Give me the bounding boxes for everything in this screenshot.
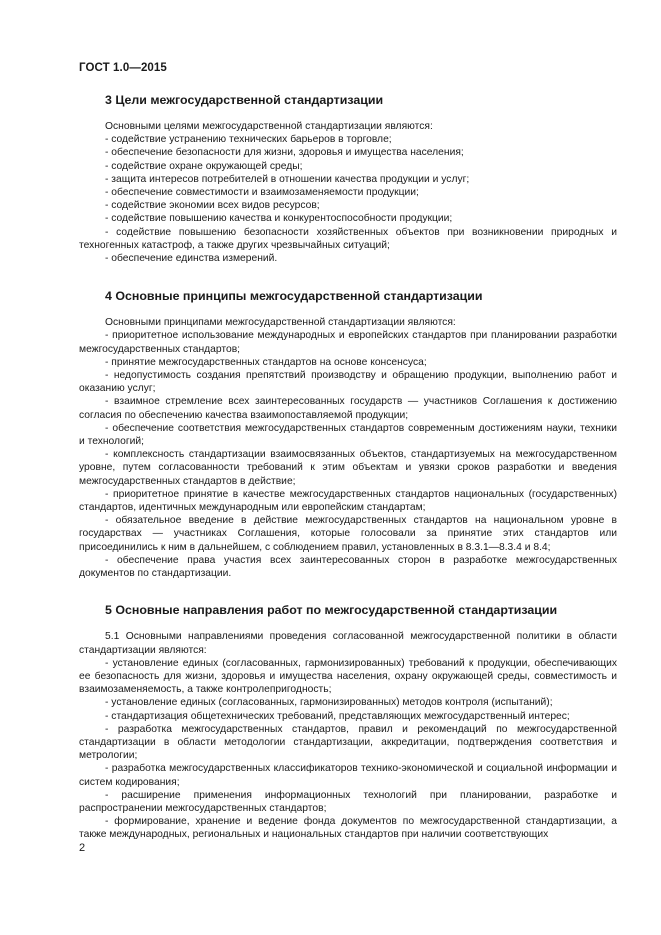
list-item: - приоритетное использование международных и европейских стандартов при планировании разработки межгосударственных стандартов;: [79, 330, 617, 355]
list-item: - обеспечение безопасности для жизни, здоровья и имущества населения;: [105, 147, 464, 159]
section-4-principles: [79, 289, 617, 580]
list-item: - содействие экономии всех видов ресурсов;: [105, 200, 320, 212]
paragraph: Основными принципами межгосударственной стандартизации являются:: [105, 317, 456, 329]
list-item: - обеспечение единства измерений.: [105, 253, 278, 265]
list-item: - взаимное стремление всех заинтересованных государств — участников Соглашения к достижению согласия по обеспечению качества взаимопоставляемой продукции;: [79, 396, 617, 421]
list-item: - разработка межгосударственных стандартов, правил и рекомендаций по межгосударственной стандартизации в области методологии стандартизации, аккредитации, подтверждения соответствия и метрологии;: [79, 723, 617, 762]
list-item: - обязательное введение в действие межгосударственных стандартов на национальном уровне в государствах — участниках Соглашения, которые голосовали за принятие этих стандартов или присоединились к ним в дальнейшем, с соблюдением правил, установленных в 8.3.1—8.3.4 и 8.4;: [79, 515, 617, 553]
document-code: ГОСТ 1.0—2015: [79, 62, 167, 74]
section-title: 5 Основные направления работ по межгосударственной стандартизации: [105, 603, 558, 618]
list-item: - установление единых (согласованных, гармонизированных) требований к продукции, обеспечивающих ее безопасность для жизни, здоровья и имущества населения, охрану окружающей среды, совместимость и взаимозаменяемость, а также контролепригодность;: [79, 657, 617, 696]
document-body: [79, 84, 617, 842]
paragraph: 5.1 Основными направлениями проведения согласованной межгосударственной политики в области стандартизации являются:: [79, 631, 617, 656]
list-item: - содействие повышению качества и конкурентоспособности продукции;: [105, 213, 453, 225]
section-title: 3 Цели межгосударственной стандартизации: [105, 93, 384, 107]
list-item: - расширение применения информационных технологий при планировании, разработке и распространении межгосударственных стандартов;: [79, 789, 617, 814]
page-number: 2: [79, 842, 86, 854]
list-item: - обеспечение совместимости и взаимозаменяемости продукции;: [105, 187, 419, 199]
list-item: - комплексность стандартизации взаимосвязанных объектов, стандартизуемых на межгосударственном уровне, путем согласованности требований к этим объектам и увязки сроков разработки и введения межгосударственных стандартов в действие;: [79, 449, 617, 487]
list-item: - обеспечение права участия всех заинтересованных сторон в разработке межгосударственных документов по стандартизации.: [79, 554, 617, 580]
section-title: 4 Основные принципы межгосударственной стандартизации: [105, 289, 483, 304]
section-3-goals: [79, 93, 617, 265]
list-item: - формирование, хранение и ведение фонда документов по межгосударственной стандартизации, а также международных, региональных и национальных стандартов при наличии соответствующих: [79, 816, 617, 841]
list-item: - стандартизация общетехнических требований, представляющих межгосударственный интерес;: [105, 710, 570, 722]
list-item: - содействие охране окружающей среды;: [105, 160, 303, 172]
list-item: - содействие устранению технических барьеров в торговле;: [105, 134, 392, 146]
list-item: - недопустимость создания препятствий производству и обращению продукции, выполнению работ и оказанию услуг;: [79, 370, 617, 395]
list-item: - защита интересов потребителей в отношении качества продукции и услуг;: [105, 173, 470, 185]
list-item: - обеспечение соответствия межгосударственных стандартов современным достижениям науки, техники и технологий;: [79, 422, 617, 448]
list-item: - разработка межгосударственных классификаторов технико-экономической и социальной информации и систем кодирования;: [79, 763, 617, 788]
list-item: - установление единых (согласованных, гармонизированных) методов контроля (испытаний);: [105, 697, 553, 709]
section-5-directions: [79, 603, 617, 841]
list-item: - принятие межгосударственных стандартов на основе консенсуса;: [105, 356, 427, 368]
paragraph: Основными целями межгосударственной стандартизации являются:: [105, 121, 433, 132]
list-item: - приоритетное принятие в качестве межгосударственных стандартов национальных (государственных) стандартов, идентичных международным или европейским стандартам;: [79, 488, 617, 514]
list-item: - содействие повышению безопасности хозяйственных объектов при возникновении природных и техногенных катастроф, а также других чрезвычайных ситуаций;: [79, 226, 617, 251]
